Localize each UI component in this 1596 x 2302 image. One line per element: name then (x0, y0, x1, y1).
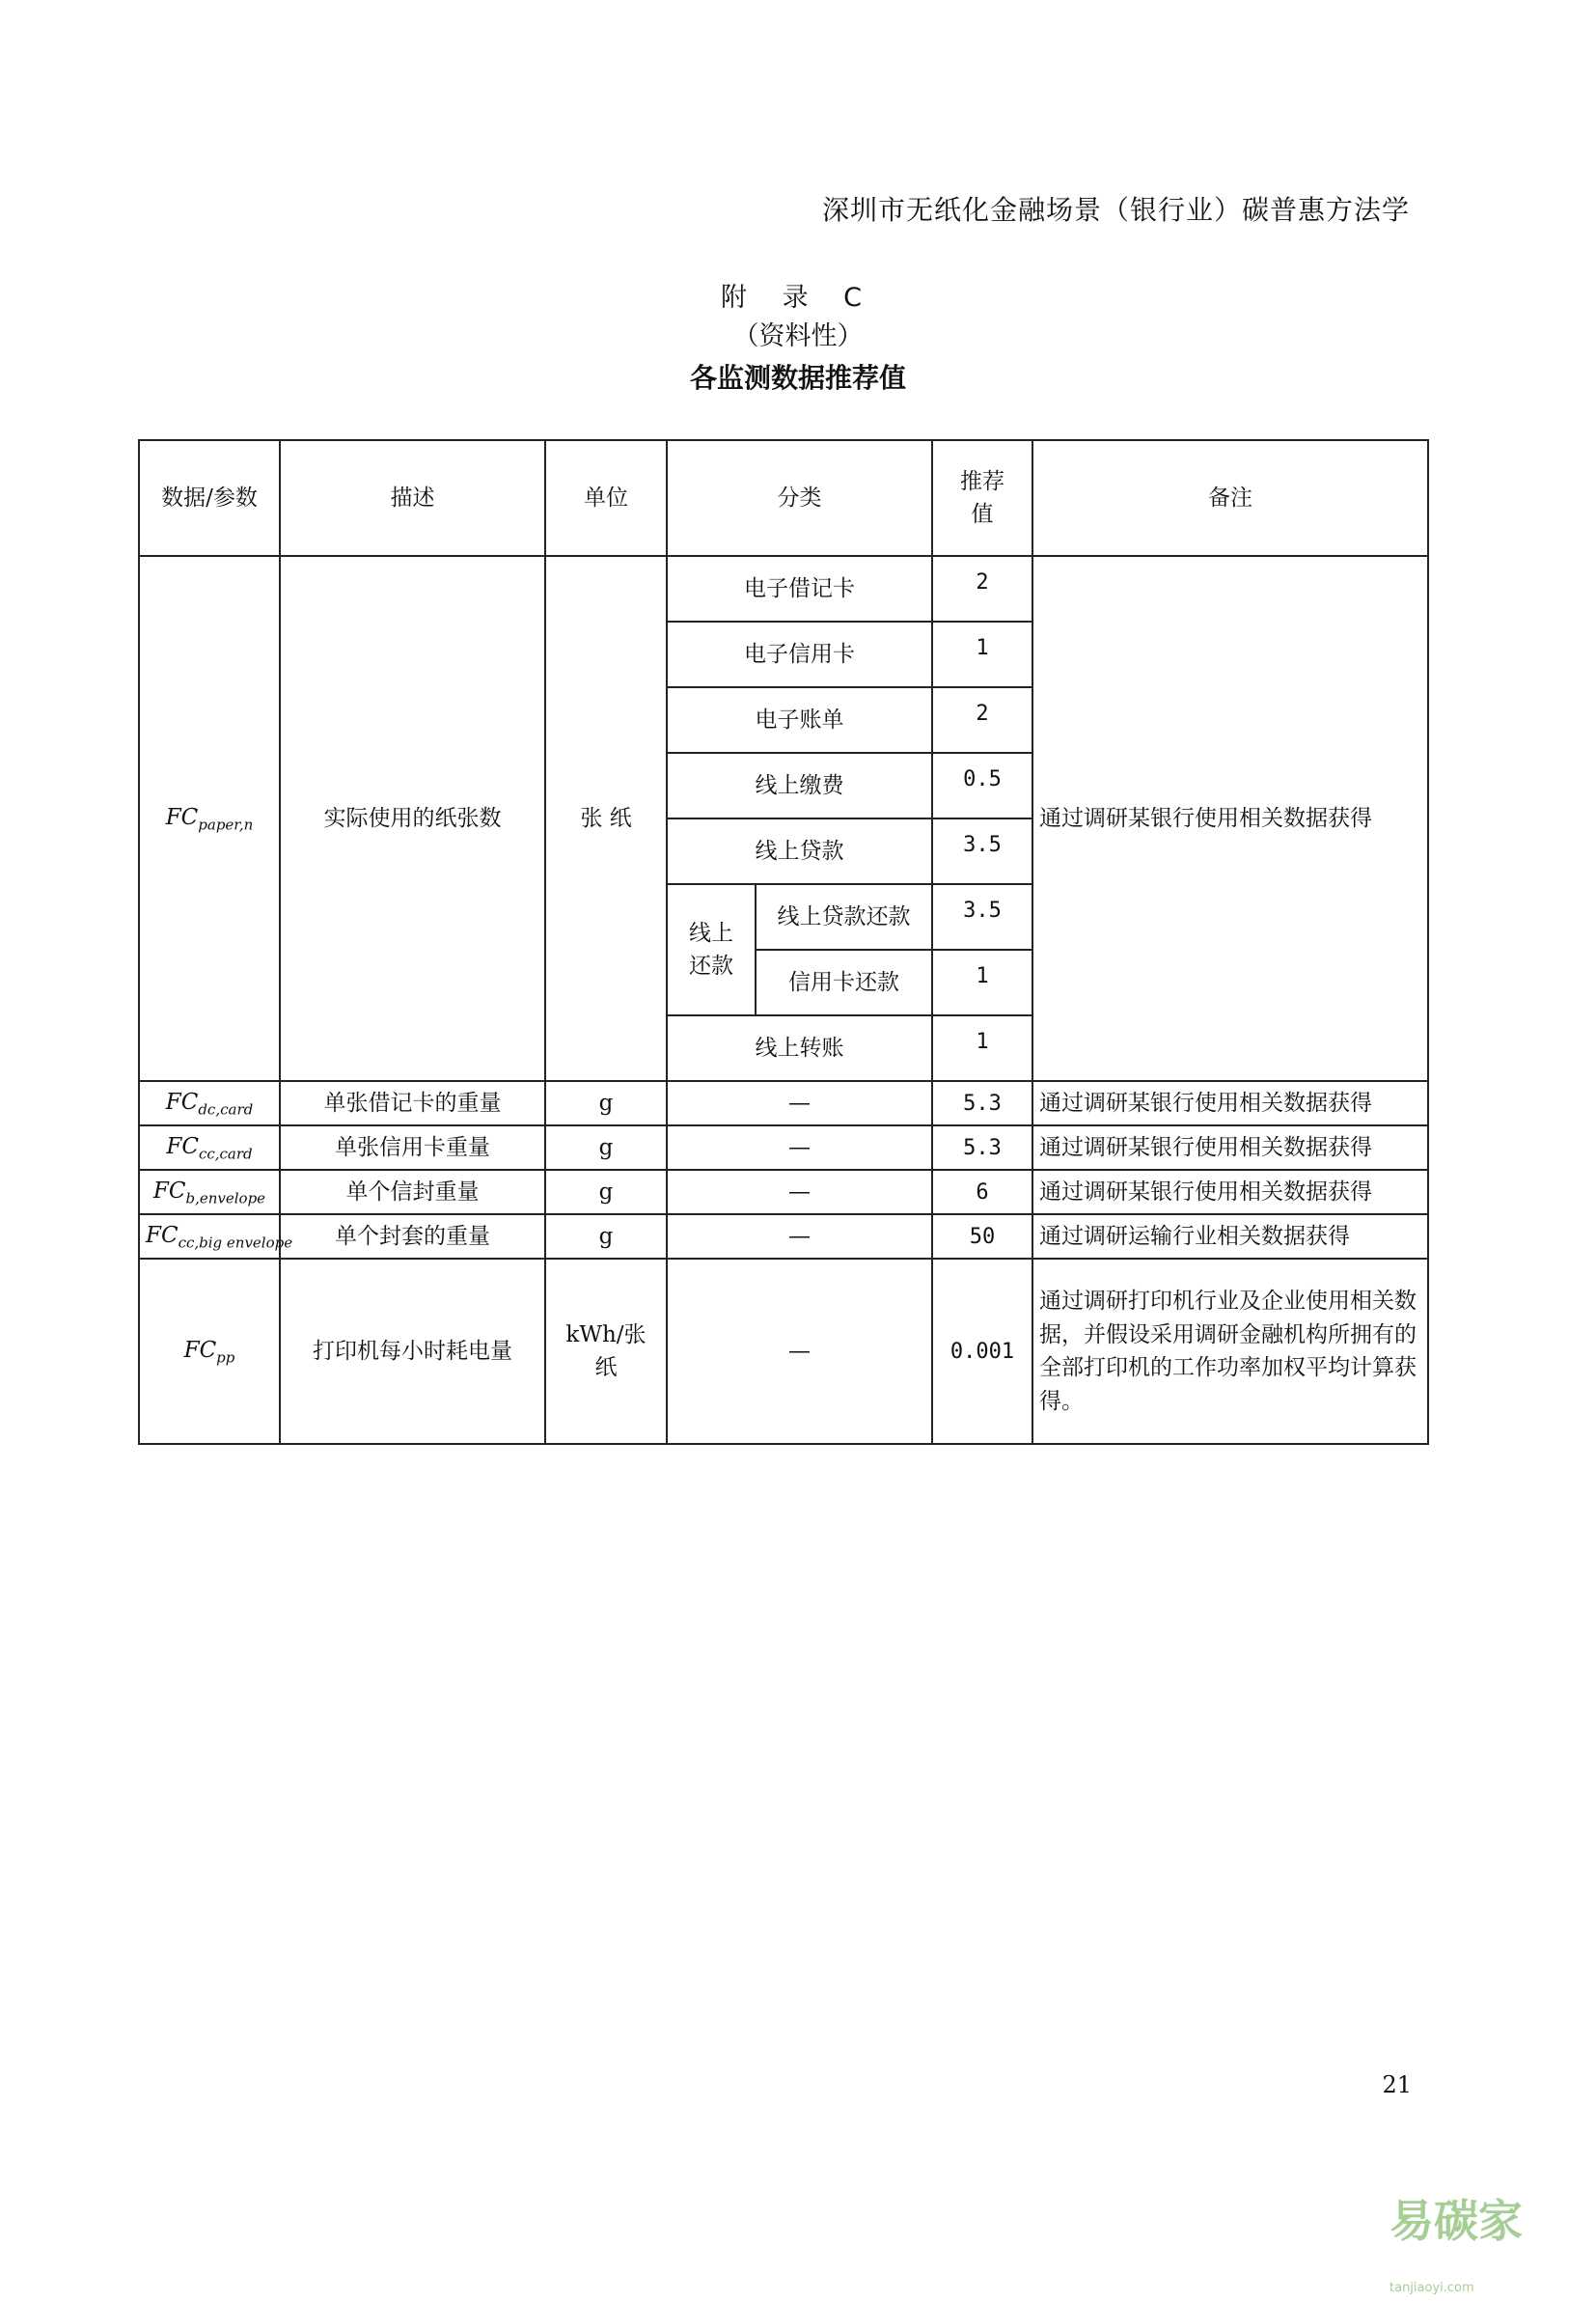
param-cell: $FC_{b,envelope}$ (139, 1170, 280, 1214)
category-cell: 线上贷款还款 (756, 884, 932, 950)
value-cell: 0.5 (932, 753, 1032, 818)
category-cell: — (667, 1259, 932, 1444)
note-cell: 通过调研某银行使用相关数据获得 (1032, 1081, 1428, 1125)
param-cell: $FC_{cc,big envelope}$ (139, 1214, 280, 1259)
description-cell: 打印机每小时耗电量 (280, 1259, 545, 1444)
table-row (139, 556, 1428, 622)
category-cell: 线上转账 (667, 1015, 932, 1081)
unit-cell: g (545, 1170, 667, 1214)
note-cell: 通过调研某银行使用相关数据获得 (1032, 556, 1428, 1081)
table-row (139, 1170, 1428, 1214)
table-row (139, 1081, 1428, 1125)
category-cell: 信用卡还款 (756, 950, 932, 1015)
param-cell: $FC_{dc,card}$ (139, 1081, 280, 1125)
param-cell: $FC_{cc,card}$ (139, 1125, 280, 1170)
unit-cell: g (545, 1125, 667, 1170)
description-cell: 单张借记卡的重量 (280, 1081, 545, 1125)
category-cell: — (667, 1125, 932, 1170)
description-cell: 实际使用的纸张数 (280, 556, 545, 1081)
appendix-heading: 各监测数据推荐值 (689, 362, 906, 394)
description-cell: 单个封套的重量 (280, 1214, 545, 1259)
appendix-subtitle: （资料性） (732, 321, 864, 351)
value-cell: 3.5 (932, 884, 1032, 950)
unit-cell: 张 纸 (545, 556, 667, 1081)
value-cell: 1 (932, 622, 1032, 687)
param-cell: $FC_{paper,n}$ (139, 556, 280, 1081)
value-cell: 50 (932, 1214, 1032, 1259)
category-cell: — (667, 1214, 932, 1259)
value-cell: 2 (932, 556, 1032, 622)
column-header: 分类 (667, 440, 932, 556)
category-cell: — (667, 1081, 932, 1125)
value-cell: 1 (932, 950, 1032, 1015)
page-number: 21 (1382, 2071, 1412, 2098)
monitoring-data-table (138, 439, 1429, 1445)
unit-cell: kWh/张 纸 (545, 1259, 667, 1444)
category-cell: 电子借记卡 (667, 556, 932, 622)
table-row (139, 1125, 1428, 1170)
note-cell: 通过调研运输行业相关数据获得 (1032, 1214, 1428, 1259)
value-cell: 6 (932, 1170, 1032, 1214)
category-cell: 电子账单 (667, 687, 932, 753)
column-header: 数据/参数 (139, 440, 280, 556)
value-cell: 0.001 (932, 1259, 1032, 1444)
description-cell: 单张信用卡重量 (280, 1125, 545, 1170)
table-row (139, 1259, 1428, 1444)
repay-group-cell: 线上 还款 (667, 884, 756, 1015)
category-cell: 电子信用卡 (667, 622, 932, 687)
description-cell: 单个信封重量 (280, 1170, 545, 1214)
value-cell: 1 (932, 1015, 1032, 1081)
table-row (139, 1214, 1428, 1259)
document-header: 深圳市无纸化金融场景（银行业）碳普惠方法学 (821, 194, 1410, 226)
value-cell: 5.3 (932, 1125, 1032, 1170)
column-header: 推荐 值 (932, 440, 1032, 556)
value-cell: 5.3 (932, 1081, 1032, 1125)
note-cell: 通过调研打印机行业及企业使用相关数据，并假设采用调研金融机构所拥有的全部打印机的工作功率加权平均计算获得。 (1032, 1259, 1428, 1444)
unit-cell: g (545, 1081, 667, 1125)
value-cell: 3.5 (932, 818, 1032, 884)
category-cell: — (667, 1170, 932, 1214)
param-cell: $FC_{pp}$ (139, 1259, 280, 1444)
appendix-title: 附 录 C (720, 283, 876, 313)
watermark-logo: 易碳家tanjiaoyi.com (1390, 2195, 1523, 2295)
column-header: 备注 (1032, 440, 1428, 556)
category-cell: 线上缴费 (667, 753, 932, 818)
category-cell: 线上贷款 (667, 818, 932, 884)
value-cell: 2 (932, 687, 1032, 753)
note-cell: 通过调研某银行使用相关数据获得 (1032, 1170, 1428, 1214)
column-header: 描述 (280, 440, 545, 556)
column-header: 单位 (545, 440, 667, 556)
note-cell: 通过调研某银行使用相关数据获得 (1032, 1125, 1428, 1170)
unit-cell: g (545, 1214, 667, 1259)
